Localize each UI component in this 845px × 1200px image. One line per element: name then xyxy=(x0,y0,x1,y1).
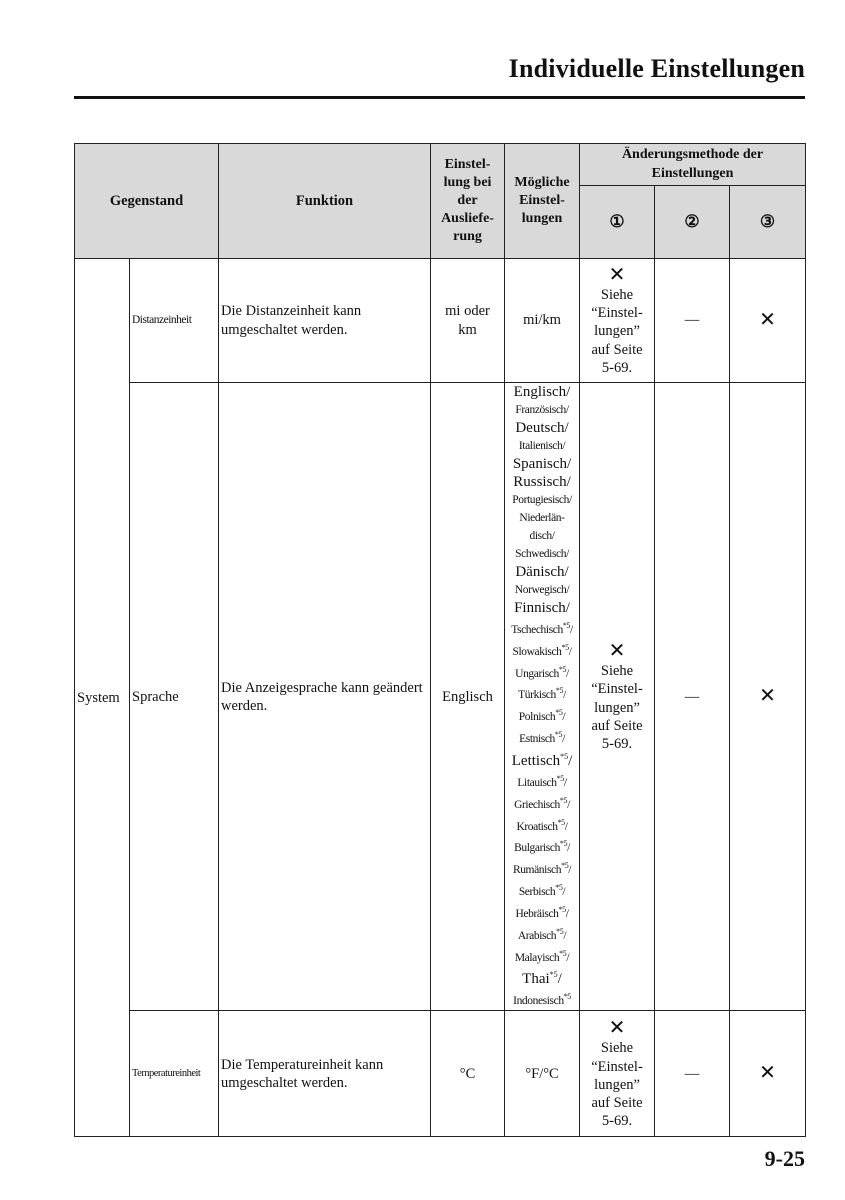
language-name: Hebräisch xyxy=(515,907,559,920)
group-system: System xyxy=(75,259,130,1137)
function-text: Die Temperatureinheit kann umgeschaltet werden. xyxy=(219,1011,431,1137)
options-value: °F/°C xyxy=(505,1011,580,1137)
language-option xyxy=(507,748,577,770)
language-option xyxy=(507,879,577,901)
method-1-reference: Siehe “Einstel- lungen” auf Seite 5-69. xyxy=(591,287,643,376)
method-1-cell xyxy=(580,1011,655,1137)
header-moegliche-einstellungen: Mögliche Einstel- lungen xyxy=(505,144,580,259)
language-name: Italienisch/ xyxy=(518,440,566,452)
separator: / xyxy=(557,971,562,988)
footnote-marker: *5 xyxy=(563,992,571,1002)
language-name: Serbisch xyxy=(518,885,556,898)
language-name: disch/ xyxy=(529,530,555,542)
separator: / xyxy=(563,776,567,789)
language-name: Russisch/ xyxy=(513,474,571,490)
footnote-marker: *5 xyxy=(556,926,564,936)
language-name: Deutsch/ xyxy=(515,420,569,436)
cross-icon: ✕ xyxy=(730,383,806,1011)
header-method-2: ② xyxy=(655,186,730,259)
language-name: Slowakisch xyxy=(512,645,562,658)
method-1-cell xyxy=(580,259,655,383)
footnote-marker: *5 xyxy=(558,664,567,674)
language-option xyxy=(507,901,577,923)
cross-icon: ✕ xyxy=(730,1011,806,1137)
footnote-marker: *5 xyxy=(562,621,571,630)
language-option xyxy=(507,923,577,945)
language-option xyxy=(507,704,577,726)
separator: / xyxy=(563,929,567,942)
default-value: °C xyxy=(431,1011,505,1137)
language-option xyxy=(507,857,577,879)
language-option xyxy=(507,639,577,661)
separator: / xyxy=(563,689,566,702)
title-rule xyxy=(74,96,805,99)
method-1-reference: Siehe “Einstel- lungen” auf Seite 5-69. xyxy=(591,663,643,752)
language-option xyxy=(507,988,577,1010)
language-name: Thai xyxy=(522,971,550,988)
footnote-marker: *5 xyxy=(559,795,568,805)
footnote-marker: *5 xyxy=(561,642,569,652)
language-option xyxy=(507,383,577,401)
footnote-marker: *5 xyxy=(556,773,564,783)
footnote-marker: *5 xyxy=(554,730,563,740)
language-option xyxy=(507,437,577,455)
language-option xyxy=(507,770,577,792)
default-value: mi oder km xyxy=(431,259,505,383)
header-funktion: Funktion xyxy=(219,144,431,259)
language-name: Englisch/ xyxy=(513,384,571,400)
footnote-marker: *5 xyxy=(559,839,568,849)
item-distanzeinheit: Distanzeinheit xyxy=(130,259,219,383)
header-method-1: ① xyxy=(580,186,655,259)
dash-mark: — xyxy=(655,259,730,383)
table-row xyxy=(75,383,806,1011)
language-name: Arabisch xyxy=(517,929,557,942)
language-option xyxy=(507,401,577,419)
page-title: Individuelle Einstellungen xyxy=(508,54,805,83)
separator: / xyxy=(562,732,565,745)
language-option xyxy=(507,491,577,509)
footnote-marker: *5 xyxy=(555,883,563,893)
separator: / xyxy=(568,864,572,877)
footnote-marker: *5 xyxy=(560,751,569,761)
language-name: Bulgarisch xyxy=(514,842,560,855)
language-option xyxy=(507,661,577,683)
language-name: Litauisch xyxy=(517,776,557,789)
separator: / xyxy=(564,820,568,833)
dash-mark: — xyxy=(655,383,730,1011)
language-name: Schwedisch/ xyxy=(515,548,569,560)
method-1-cell xyxy=(580,383,655,1011)
language-option xyxy=(507,563,577,581)
language-option xyxy=(507,545,577,563)
header-einstellung-auslieferung: Einstel- lung bei der Ausliefe- rung xyxy=(431,144,505,259)
separator: / xyxy=(566,951,570,964)
footnote-marker: *5 xyxy=(555,686,564,696)
language-name: Malayisch xyxy=(514,951,560,964)
language-name: Spanisch/ xyxy=(512,456,572,472)
language-name: Dänisch/ xyxy=(515,564,569,580)
footnote-marker: *5 xyxy=(557,817,565,827)
separator: / xyxy=(562,885,566,898)
footnote-marker: *5 xyxy=(549,970,558,980)
default-value: Englisch xyxy=(431,383,505,1011)
method-1-reference: Siehe “Einstel- lungen” auf Seite 5-69. xyxy=(591,1040,643,1129)
language-options-list xyxy=(505,383,580,1011)
language-option xyxy=(507,682,577,704)
separator: / xyxy=(570,623,573,636)
language-name: Norwegisch/ xyxy=(514,584,570,596)
language-name: Türkisch xyxy=(518,689,556,702)
language-option xyxy=(507,726,577,748)
separator: / xyxy=(567,798,570,811)
separator: / xyxy=(565,907,569,920)
language-name: Kroatisch xyxy=(516,820,558,833)
language-option xyxy=(507,966,577,988)
settings-table xyxy=(74,143,806,1137)
function-text: Die Anzeigesprache kann geändert werden. xyxy=(219,383,431,1011)
language-name: Finnisch/ xyxy=(514,600,570,616)
function-text: Die Distanzeinheit kann umgeschaltet werden. xyxy=(219,259,431,383)
separator: / xyxy=(566,667,569,680)
separator: / xyxy=(568,645,572,658)
language-option xyxy=(507,527,577,545)
language-name: Estnisch xyxy=(519,732,555,745)
language-option xyxy=(507,792,577,814)
language-option xyxy=(507,419,577,437)
header-gegenstand: Gegenstand xyxy=(75,144,219,259)
language-option xyxy=(507,599,577,617)
language-name: Rumänisch xyxy=(512,864,562,877)
language-option xyxy=(507,455,577,473)
separator: / xyxy=(562,711,566,724)
table-row xyxy=(75,259,806,383)
footnote-marker: *5 xyxy=(559,948,567,958)
cross-icon: ✕ xyxy=(608,640,626,663)
header-aenderungsmethode: Änderungsmethode der Einstellungen xyxy=(580,144,806,186)
language-name: Lettisch xyxy=(511,752,561,769)
language-name: Portugiesisch/ xyxy=(512,494,572,506)
language-option xyxy=(507,835,577,857)
footnote-marker: *5 xyxy=(558,904,566,914)
language-name: Polnisch xyxy=(518,711,556,724)
language-name: Ungarisch xyxy=(515,667,559,680)
item-sprache: Sprache xyxy=(130,383,219,1011)
dash-mark: — xyxy=(655,1011,730,1137)
header-method-3: ③ xyxy=(730,186,806,259)
language-option xyxy=(507,509,577,527)
cross-icon: ✕ xyxy=(608,264,626,287)
language-name: Griechisch xyxy=(514,798,560,811)
language-name: Niederlän- xyxy=(519,512,565,524)
cross-icon: ✕ xyxy=(730,259,806,383)
footnote-marker: *5 xyxy=(555,708,563,718)
language-option xyxy=(507,617,577,639)
language-option xyxy=(507,814,577,836)
language-name: Indonesisch xyxy=(513,995,564,1008)
language-option xyxy=(507,581,577,599)
language-name: Tschechisch xyxy=(511,623,563,636)
cross-icon: ✕ xyxy=(608,1017,626,1040)
language-option xyxy=(507,473,577,491)
separator: / xyxy=(568,752,573,769)
page-number: 9-25 xyxy=(764,1146,805,1171)
separator: / xyxy=(567,842,570,855)
language-option xyxy=(507,945,577,967)
footnote-marker: *5 xyxy=(561,861,569,871)
language-name: Französisch/ xyxy=(515,404,569,416)
item-temperatureinheit: Temperatureinheit xyxy=(130,1011,219,1137)
options-value: mi/km xyxy=(505,259,580,383)
table-row xyxy=(75,1011,806,1137)
